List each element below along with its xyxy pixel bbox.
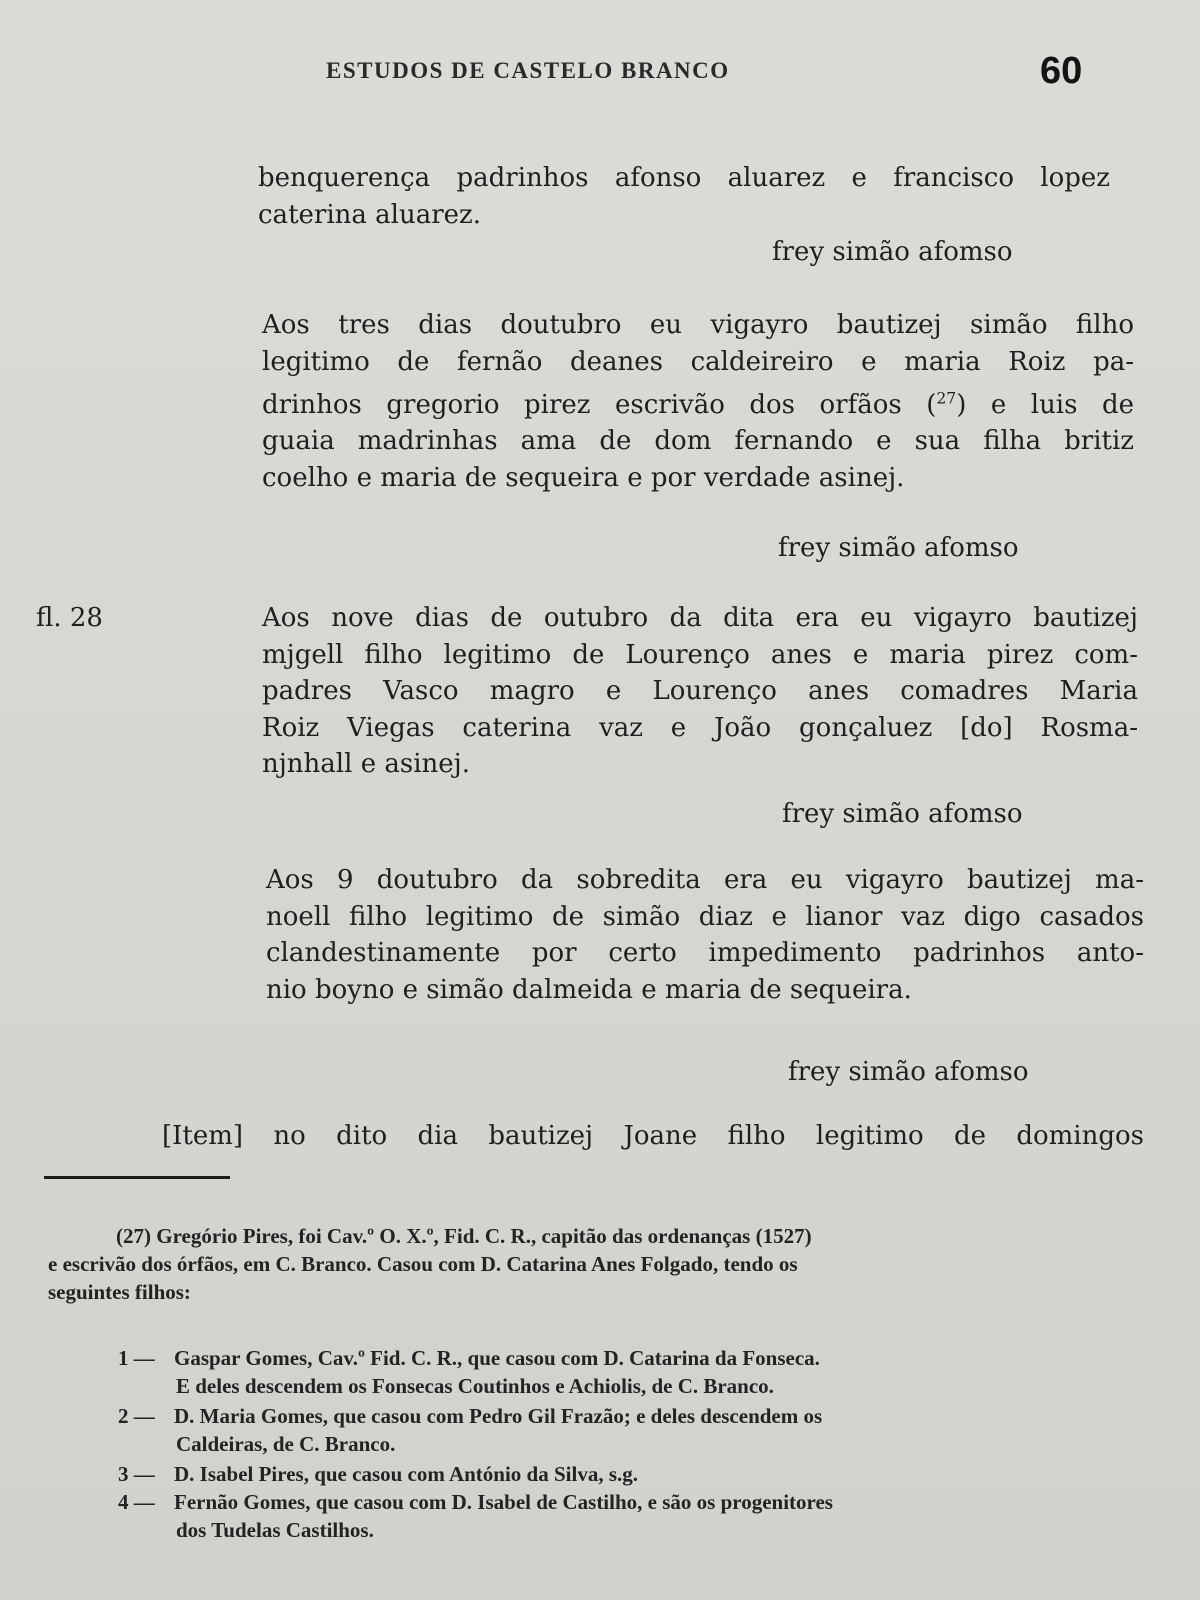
child-text: Gaspar Gomes, Cav.º Fid. C. R., que casou com D. Catarina da Fonseca.	[174, 1346, 820, 1370]
child-number: 1 —	[118, 1346, 155, 1370]
text-line: Roiz Viegas caterina vaz e João gonçaluez [do] Rosma-	[262, 712, 1138, 743]
footnote-marker: (27)	[116, 1224, 151, 1248]
text-line: mjgell filho legitimo de Lourenço anes e maria pirez com-	[262, 639, 1138, 670]
footnote-child	[118, 1402, 1148, 1458]
signature: frey simão afomso	[772, 237, 1013, 267]
child-number: 4 —	[118, 1490, 155, 1514]
text-line: clandestinamente por certo impedimento padrinhos anto-	[266, 938, 1144, 968]
footnote-rule	[44, 1176, 230, 1179]
text-line: njnhall e asinej.	[262, 749, 470, 779]
footnote-27	[48, 1222, 1148, 1306]
baptism-entry	[262, 600, 1138, 783]
text-line: caterina aluarez.	[258, 199, 481, 230]
text-line: guaia madrinhas ama de dom fernando e sua filha britiz	[262, 426, 1134, 457]
text-line: [Item] no dito dia bautizej Joane filho legitimo de domingos	[162, 1121, 1144, 1151]
footnote-line	[48, 1222, 1148, 1250]
footnote-text: Gregório Pires, foi Cav.º O. X.º, Fid. C. R., capitão das ordenanças (1527)	[156, 1224, 812, 1248]
text-line: legitimo de fernão deanes caldeireiro e maria Roiz pa-	[262, 346, 1134, 377]
text-line: benquerença padrinhos afonso aluarez e francisco lopez	[258, 163, 1110, 193]
child-text: E deles descendem os Fonsecas Coutinhos e Achiolis, de C. Branco.	[176, 1374, 774, 1398]
text-line	[262, 380, 1134, 423]
baptism-entry	[266, 862, 1144, 1008]
child-text: D. Isabel Pires, que casou com António da Silva, s.g.	[174, 1462, 638, 1486]
baptism-entry	[162, 1118, 1144, 1155]
signature: frey simão afomso	[782, 799, 1023, 829]
child-text: Fernão Gomes, que casou com D. Isabel de Castilho, e são os progenitores	[174, 1490, 833, 1514]
child-number: 3 —	[118, 1462, 155, 1486]
footnote-child	[118, 1344, 1148, 1400]
baptism-entry	[262, 307, 1134, 496]
baptism-entry	[258, 160, 1110, 233]
page-header	[0, 52, 1200, 92]
text-line: nio boyno e simão dalmeida e maria de sequeira.	[266, 974, 912, 1005]
signature: frey simão afomso	[788, 1057, 1029, 1087]
text-line: noell filho legitimo de simão diaz e lianor vaz digo casados	[266, 901, 1144, 932]
child-number: 2 —	[118, 1404, 155, 1428]
footnote-ref-line: drinhos gregorio pirez escrivão dos orfãos ($^{27}$) e luis de	[262, 389, 1135, 420]
child-text: Caldeiras, de C. Branco.	[176, 1432, 396, 1456]
text-line: coelho e maria de sequeira e por verdade asinej.	[262, 462, 905, 493]
page-number: 60	[1040, 50, 1083, 92]
footnote-child	[118, 1460, 1148, 1488]
text-line: Aos 9 doutubro da sobredita era eu vigayro bautizej ma-	[266, 865, 1144, 895]
text-line: Aos tres dias doutubro eu vigayro bautizej simão filho	[262, 310, 1134, 340]
child-text: dos Tudelas Castilhos.	[176, 1518, 374, 1542]
folio-margin-note: fl. 28	[36, 603, 103, 633]
running-head: ESTUDOS DE CASTELO BRANCO	[326, 58, 730, 83]
footnote-child	[118, 1488, 1148, 1544]
child-text: D. Maria Gomes, que casou com Pedro Gil Frazão; e deles descendem os	[174, 1404, 823, 1428]
text-line: Aos nove dias de outubro da dita era eu vigayro bautizej	[262, 603, 1138, 633]
footnote-line: seguintes filhos:	[48, 1280, 191, 1304]
text-line: padres Vasco magro e Lourenço anes comadres Maria	[262, 676, 1138, 706]
signature: frey simão afomso	[778, 533, 1019, 563]
footnote-line: e escrivão dos órfãos, em C. Branco. Casou com D. Catarina Anes Folgado, tendo os	[48, 1252, 798, 1276]
